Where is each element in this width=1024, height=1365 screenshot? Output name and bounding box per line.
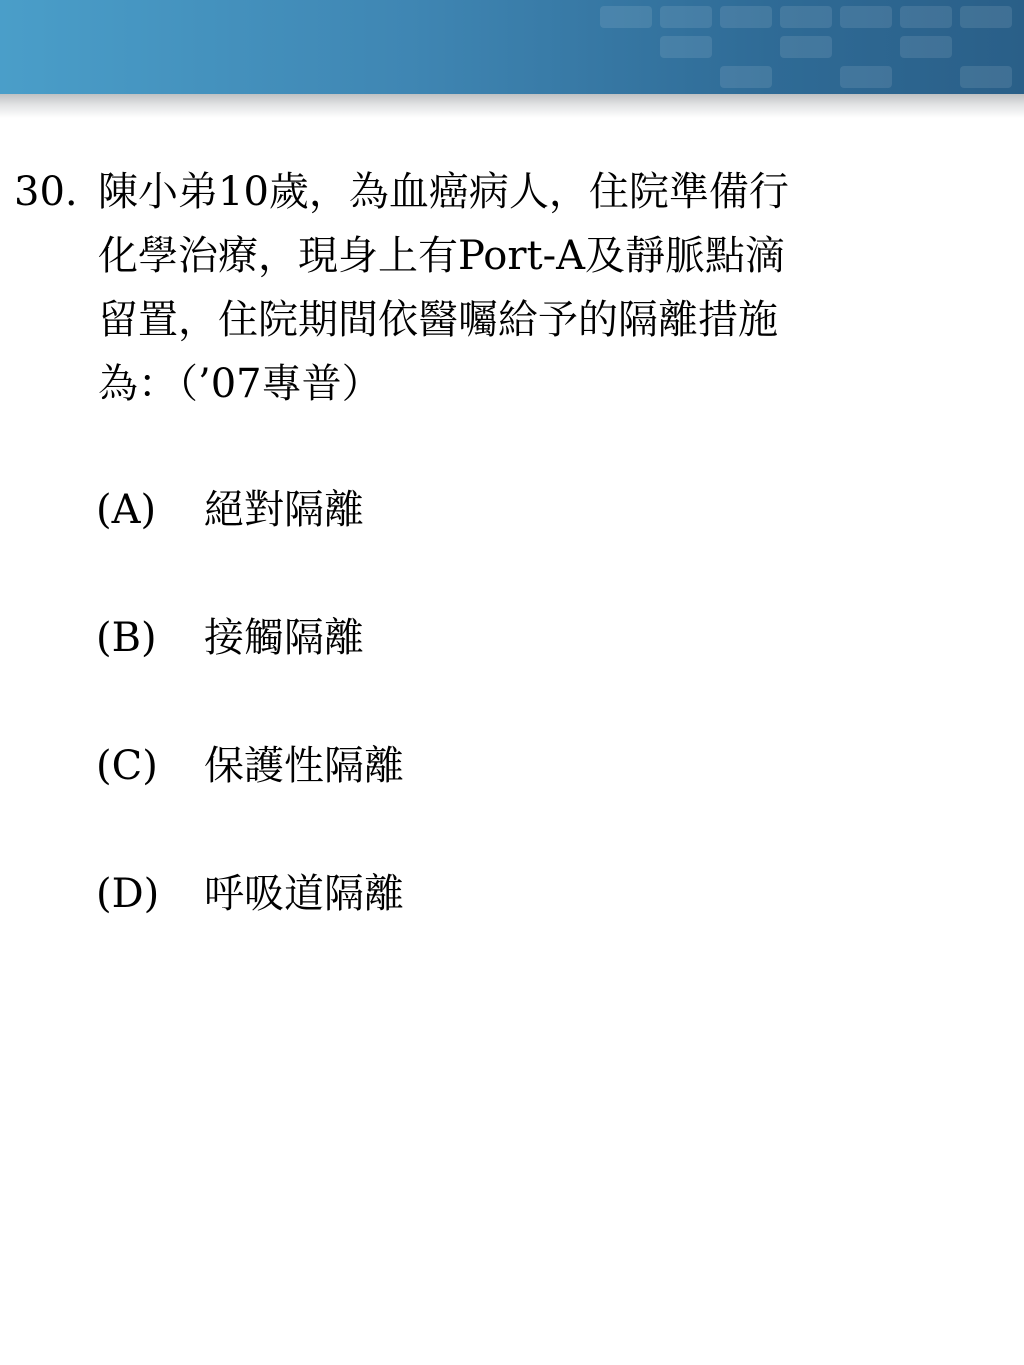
header-decoration xyxy=(900,36,952,58)
option-d xyxy=(96,862,896,926)
header-decoration xyxy=(960,6,1012,28)
header-decoration xyxy=(720,6,772,28)
option-a xyxy=(96,478,896,542)
question-line: 化學治療，現身上有Port-A及靜脈點滴 xyxy=(98,233,785,279)
option-c xyxy=(96,734,896,798)
header-decoration xyxy=(600,6,652,28)
option-letter: (D) xyxy=(96,871,160,917)
option-text: 接觸隔離 xyxy=(204,615,364,661)
option-letter: (C) xyxy=(96,743,158,789)
header-decoration xyxy=(840,66,892,88)
question-line: 陳小弟10歲，為血癌病人，住院準備行 xyxy=(98,169,789,215)
header-decoration xyxy=(720,66,772,88)
header-shadow xyxy=(0,94,1024,118)
header-decoration xyxy=(900,6,952,28)
option-text: 呼吸道隔離 xyxy=(204,871,404,917)
option-text: 絕對隔離 xyxy=(204,487,364,533)
answer-options xyxy=(96,478,896,990)
option-letter: (B) xyxy=(96,615,157,661)
question-number: 30. xyxy=(14,169,78,215)
header-decoration xyxy=(780,36,832,58)
option-b xyxy=(96,606,896,670)
option-letter: (A) xyxy=(96,487,157,533)
question-line: 為：（’07專普） xyxy=(98,361,382,407)
header-decoration xyxy=(660,6,712,28)
header-decoration xyxy=(780,6,832,28)
option-text: 保護性隔離 xyxy=(204,743,404,789)
header-banner xyxy=(0,0,1024,94)
header-decoration xyxy=(960,66,1012,88)
question-line: 留置，住院期間依醫囑給予的隔離措施 xyxy=(98,297,778,343)
header-decoration xyxy=(840,6,892,28)
header-decoration xyxy=(660,36,712,58)
question-text xyxy=(98,160,998,416)
